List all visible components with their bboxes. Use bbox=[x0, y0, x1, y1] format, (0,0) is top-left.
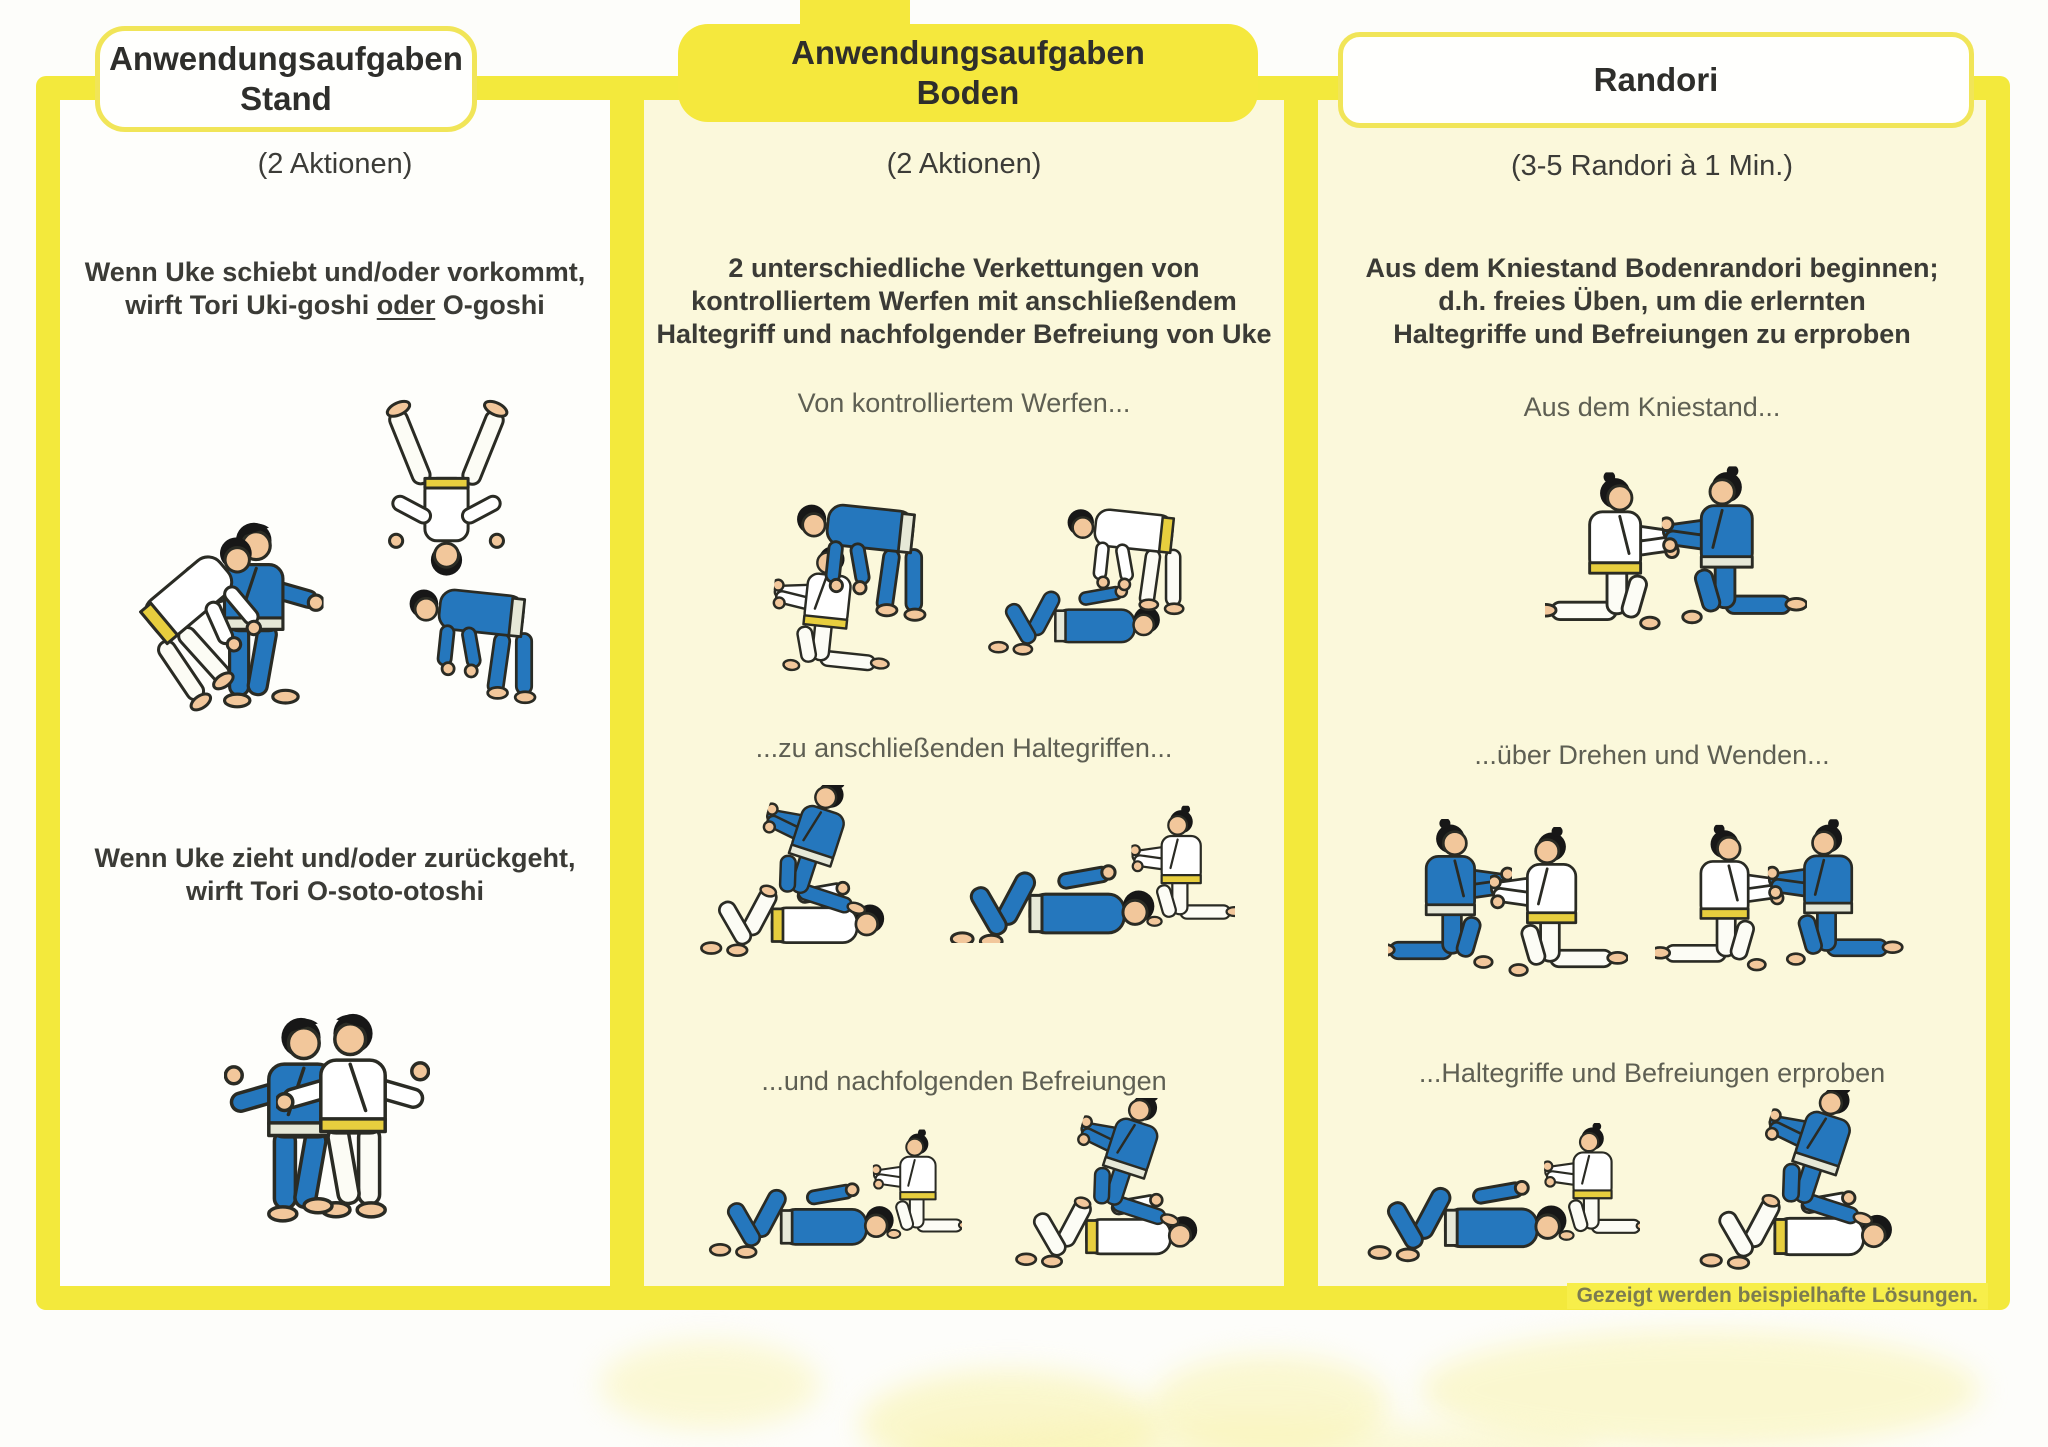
randori-caption-erproben: ...Haltegriffe und Befreiungen erproben bbox=[1418, 1058, 1886, 1088]
task1-line2-post: O-goshi bbox=[442, 290, 545, 320]
illustration-throw-to-ground bbox=[752, 440, 957, 685]
subtitle-boden: (2 Aktionen) bbox=[886, 148, 1042, 180]
task1-line2-pre: wirft Tori Uki-goshi bbox=[125, 290, 370, 320]
randori-intro-line1: Aus dem Kniestand Bodenrandori beginnen; bbox=[1365, 253, 1939, 283]
illustration-standing-grip bbox=[222, 958, 432, 1276]
randori-caption-kniestand: Aus dem Kniestand... bbox=[1523, 392, 1781, 422]
header-boden bbox=[678, 24, 1258, 122]
boden-caption-befreiungen: ...und nachfolgenden Befreiungen bbox=[761, 1066, 1167, 1096]
task1-text bbox=[60, 256, 610, 322]
illustration-held-on-back bbox=[935, 798, 1235, 943]
task1-line1: Wenn Uke schiebt und/oder vorkommt, bbox=[84, 257, 586, 287]
header-stand-line2: Stand bbox=[240, 80, 332, 117]
randori-intro-line2: d.h. freies Üben, um die erlernten bbox=[1438, 286, 1866, 316]
task2-text bbox=[60, 842, 610, 908]
task2-line2: wirft Tori O-soto-otoshi bbox=[186, 876, 484, 906]
illustration-hip-throw bbox=[110, 395, 335, 720]
boden-caption-haltegriffe: ...zu anschließenden Haltegriffen... bbox=[755, 733, 1173, 763]
illustration-kneeling-grappling bbox=[1655, 795, 1907, 1010]
boden-intro-text bbox=[644, 252, 1284, 351]
illustration-hold-down-pin-2 bbox=[988, 1098, 1240, 1274]
subtitle-randori: (3-5 Randori à 1 Min.) bbox=[1510, 150, 1794, 182]
footer-note: Gezeigt werden beispielhafte Lösungen. bbox=[1567, 1283, 1988, 1309]
header-stand bbox=[95, 26, 477, 132]
illustration-hold-down-pin bbox=[685, 785, 915, 963]
illustration-ground-hold-escape bbox=[1358, 1100, 1640, 1272]
header-randori bbox=[1338, 32, 1974, 128]
illustration-kneeling-randori-start bbox=[1545, 440, 1807, 672]
randori-caption-drehen: ...über Drehen und Wenden... bbox=[1474, 740, 1830, 770]
subtitle-stand: (2 Aktionen) bbox=[257, 148, 413, 180]
randori-intro-text bbox=[1318, 252, 1986, 351]
boden-intro-line1: 2 unterschiedliche Verkettungen von bbox=[728, 253, 1200, 283]
header-stand-line1: Anwendungsaufgaben bbox=[109, 40, 463, 77]
boden-intro-line3: Haltegriff und nachfolgender Befreiung von Uke bbox=[656, 319, 1272, 349]
scan-smudge bbox=[600, 1340, 820, 1430]
illustration-overhead-throw bbox=[352, 390, 567, 720]
illustration-kneeling-turnover bbox=[1388, 790, 1628, 1012]
illustration-hold-down-pin-3 bbox=[1678, 1090, 1930, 1276]
task1-oder-underlined: oder bbox=[376, 290, 436, 320]
boden-intro-line2: kontrolliertem Werfen mit anschließendem bbox=[691, 286, 1237, 316]
column-separator-1 bbox=[610, 100, 644, 1286]
column-separator-2 bbox=[1284, 100, 1318, 1286]
task2-line1: Wenn Uke zieht und/oder zurückgeht, bbox=[94, 843, 576, 873]
illustration-throw-seated-uke bbox=[985, 452, 1210, 684]
randori-intro-line3: Haltegriffe und Befreiungen zu erproben bbox=[1393, 319, 1911, 349]
header-boden-line1: Anwendungsaufgaben bbox=[791, 34, 1145, 71]
header-randori-title: Randori bbox=[1593, 61, 1719, 98]
header-boden-line2: Boden bbox=[916, 74, 1020, 111]
illustration-escape-from-hold bbox=[700, 1102, 962, 1274]
boden-caption-werfen: Von kontrolliertem Werfen... bbox=[797, 388, 1131, 418]
